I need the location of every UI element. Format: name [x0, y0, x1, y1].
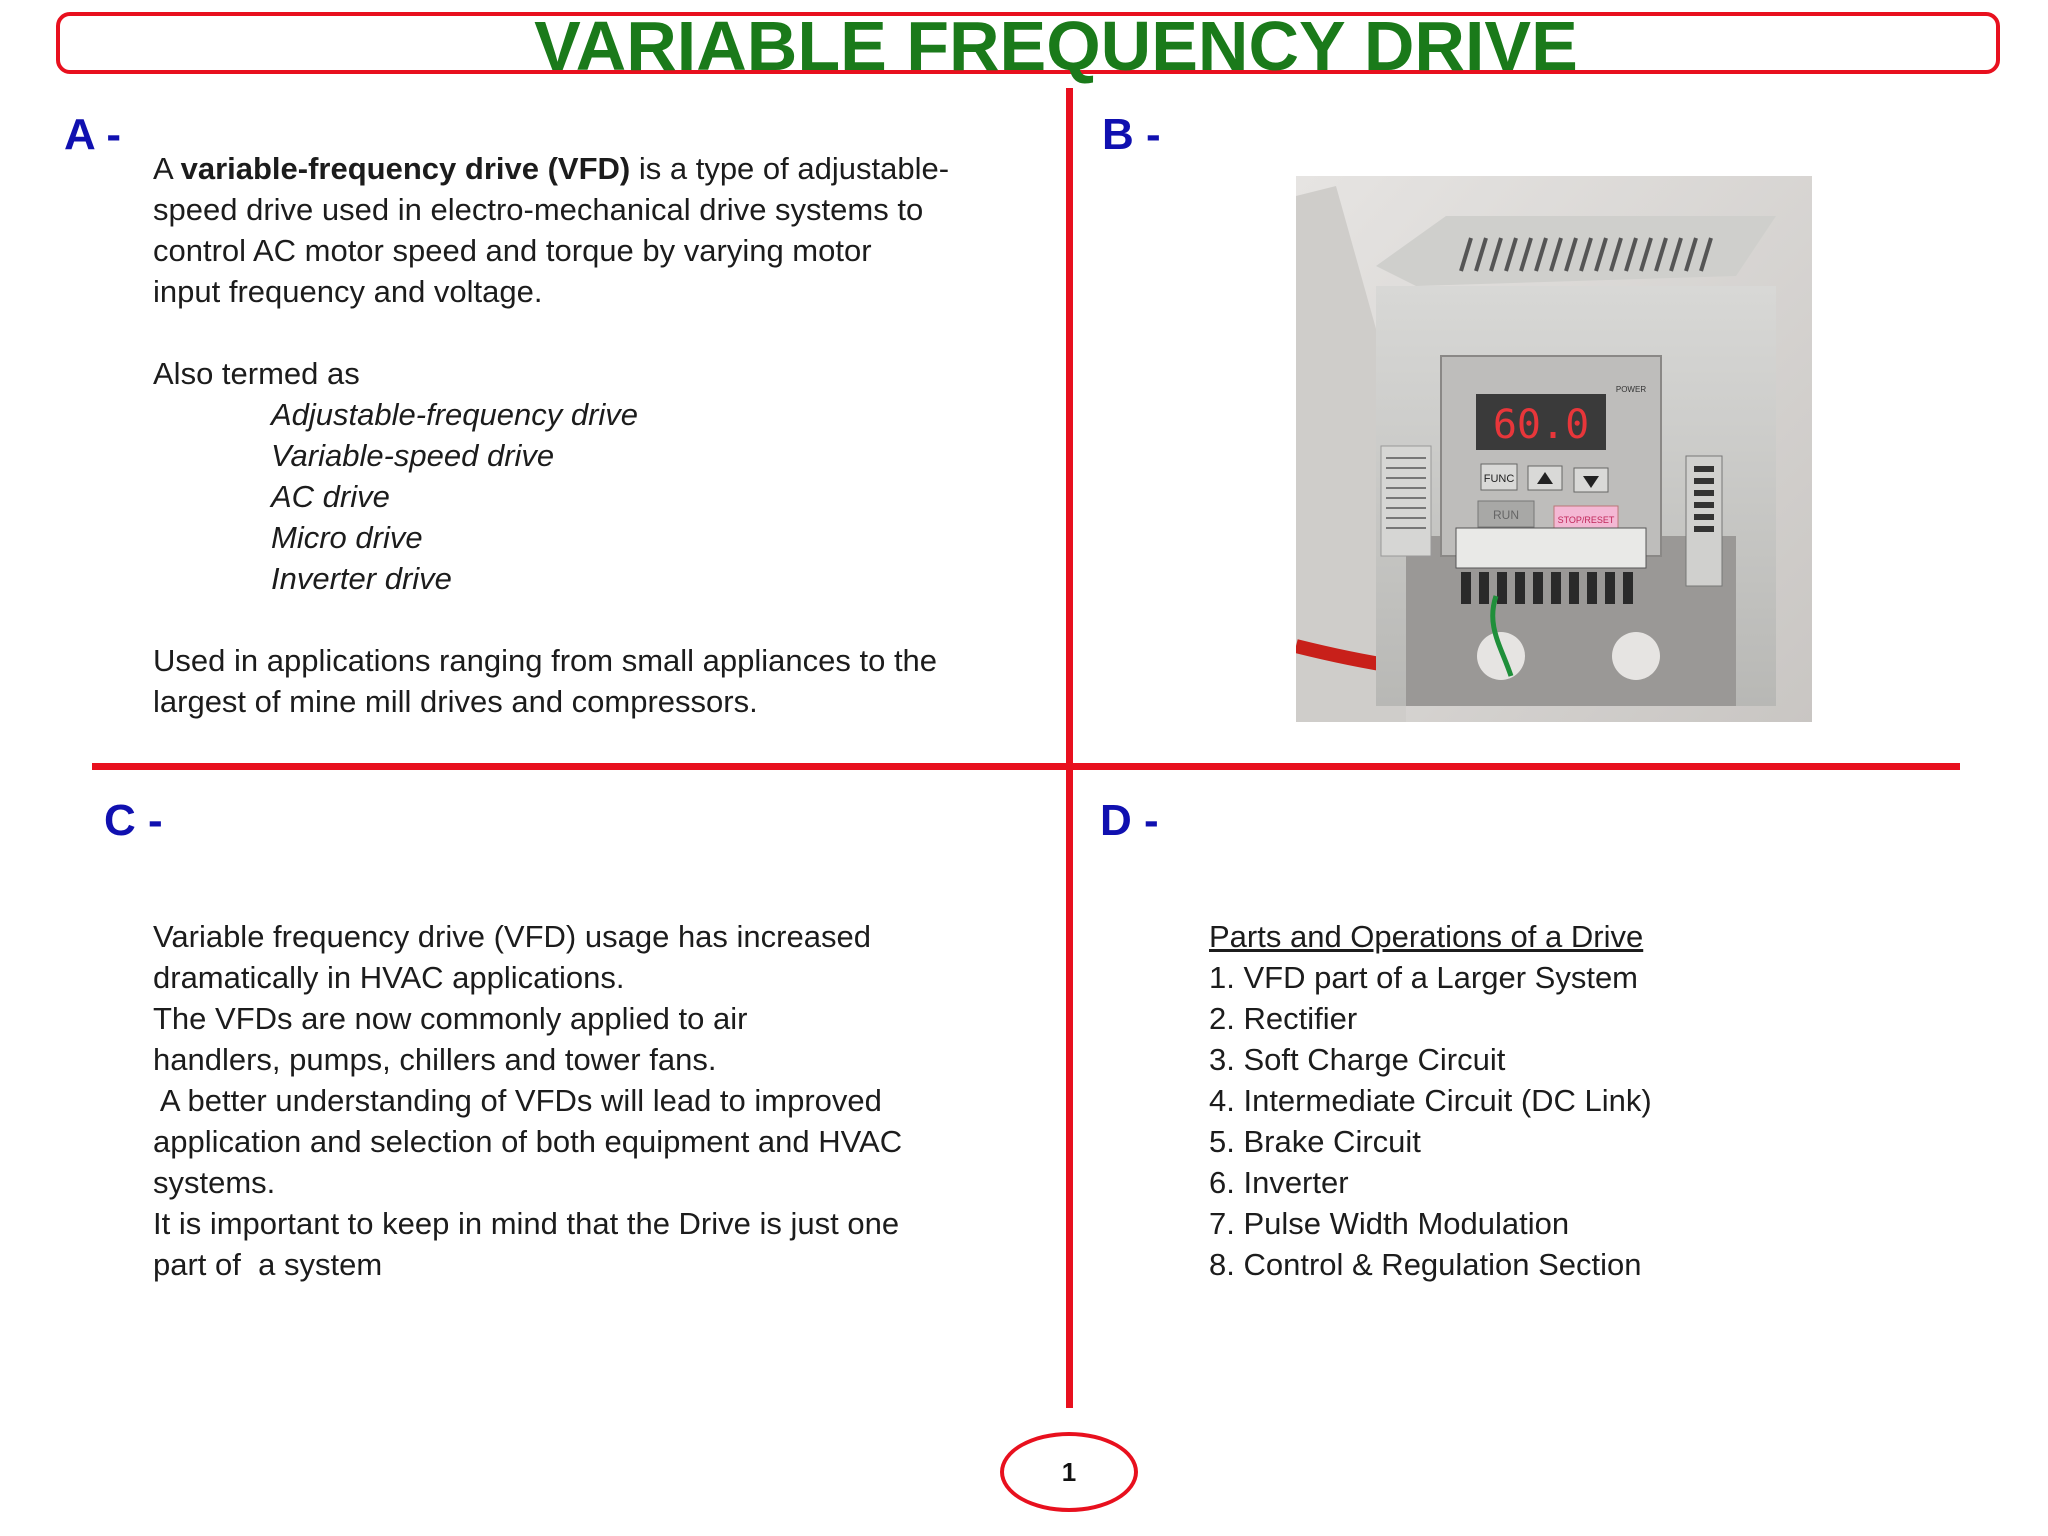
usage-line: largest of mine mill drives and compressors. [153, 684, 758, 719]
quadrant-a-label: A - [64, 110, 122, 159]
quadrant-b-label: B - [1102, 110, 1161, 159]
hvac-line: part of a system [153, 1247, 383, 1282]
page-title: VARIABLE FREQUENCY DRIVE [534, 7, 1578, 85]
hvac-line: systems. [153, 1165, 276, 1200]
hvac-line: The VFDs are now commonly applied to air [153, 1001, 748, 1036]
vfd-device-illustration [1296, 176, 1812, 722]
parts-list-item: 5. Brake Circuit [1209, 1124, 1421, 1159]
parts-list-item: 4. Intermediate Circuit (DC Link) [1209, 1083, 1652, 1118]
definition-prefix: A [153, 151, 181, 186]
alias-item: Adjustable-frequency drive [271, 397, 639, 432]
usage-line: Used in applications ranging from small appliances to the [153, 643, 938, 678]
definition-line: control AC motor speed and torque by varying motor [153, 233, 872, 268]
stop-key-label: STOP/RESET [1557, 515, 1615, 525]
parts-list-item: 1. VFD part of a Larger System [1209, 960, 1639, 995]
quadrant-d-label: D - [1100, 796, 1159, 845]
hvac-line: Variable frequency drive (VFD) usage has increased [153, 919, 871, 954]
horizontal-divider [92, 763, 1960, 770]
quadrant-a-content [153, 148, 1013, 722]
power-label: POWER [1615, 385, 1647, 394]
hvac-line: handlers, pumps, chillers and tower fans. [153, 1042, 717, 1077]
parts-list-item: 6. Inverter [1209, 1165, 1349, 1200]
vertical-divider [1066, 88, 1073, 1408]
alias-item: AC drive [271, 479, 390, 514]
quadrant-c-label: C - [104, 796, 163, 845]
hvac-line: It is important to keep in mind that the Drive is just one [153, 1206, 900, 1241]
definition-line: speed drive used in electro-mechanical drive systems to [153, 192, 924, 227]
parts-list-item: 3. Soft Charge Circuit [1209, 1042, 1506, 1077]
display-reading: 60.0 [1492, 402, 1590, 448]
parts-list-item: 7. Pulse Width Modulation [1209, 1206, 1570, 1241]
also-termed-heading: Also termed as [153, 356, 360, 391]
hvac-line: A better understanding of VFDs will lead to improved [153, 1083, 882, 1118]
parts-list-item: 8. Control & Regulation Section [1209, 1247, 1642, 1282]
alias-item: Micro drive [271, 520, 423, 555]
alias-item: Inverter drive [271, 561, 452, 596]
definition-rest: is a type of adjustable- [630, 151, 950, 186]
definition-line-1 [153, 148, 1013, 189]
parts-list-item: 2. Rectifier [1209, 1001, 1358, 1036]
parts-heading: Parts and Operations of a Drive [1209, 919, 1644, 954]
page-number: 1 [1000, 1432, 1138, 1512]
run-key-label: RUN [1493, 508, 1519, 522]
hvac-line: application and selection of both equipment and HVAC [153, 1124, 903, 1159]
quadrant-d-content [1209, 916, 1969, 1285]
parts-list [1209, 957, 1969, 1285]
hvac-line: dramatically in HVAC applications. [153, 960, 625, 995]
definition-term: variable-frequency drive (VFD) [180, 151, 631, 186]
definition-line: input frequency and voltage. [153, 274, 543, 309]
alias-item: Variable-speed drive [271, 438, 555, 473]
func-key-label: FUNC [1483, 473, 1515, 485]
quadrant-c-content [153, 916, 1033, 1285]
vfd-device-photo [1296, 176, 1812, 722]
